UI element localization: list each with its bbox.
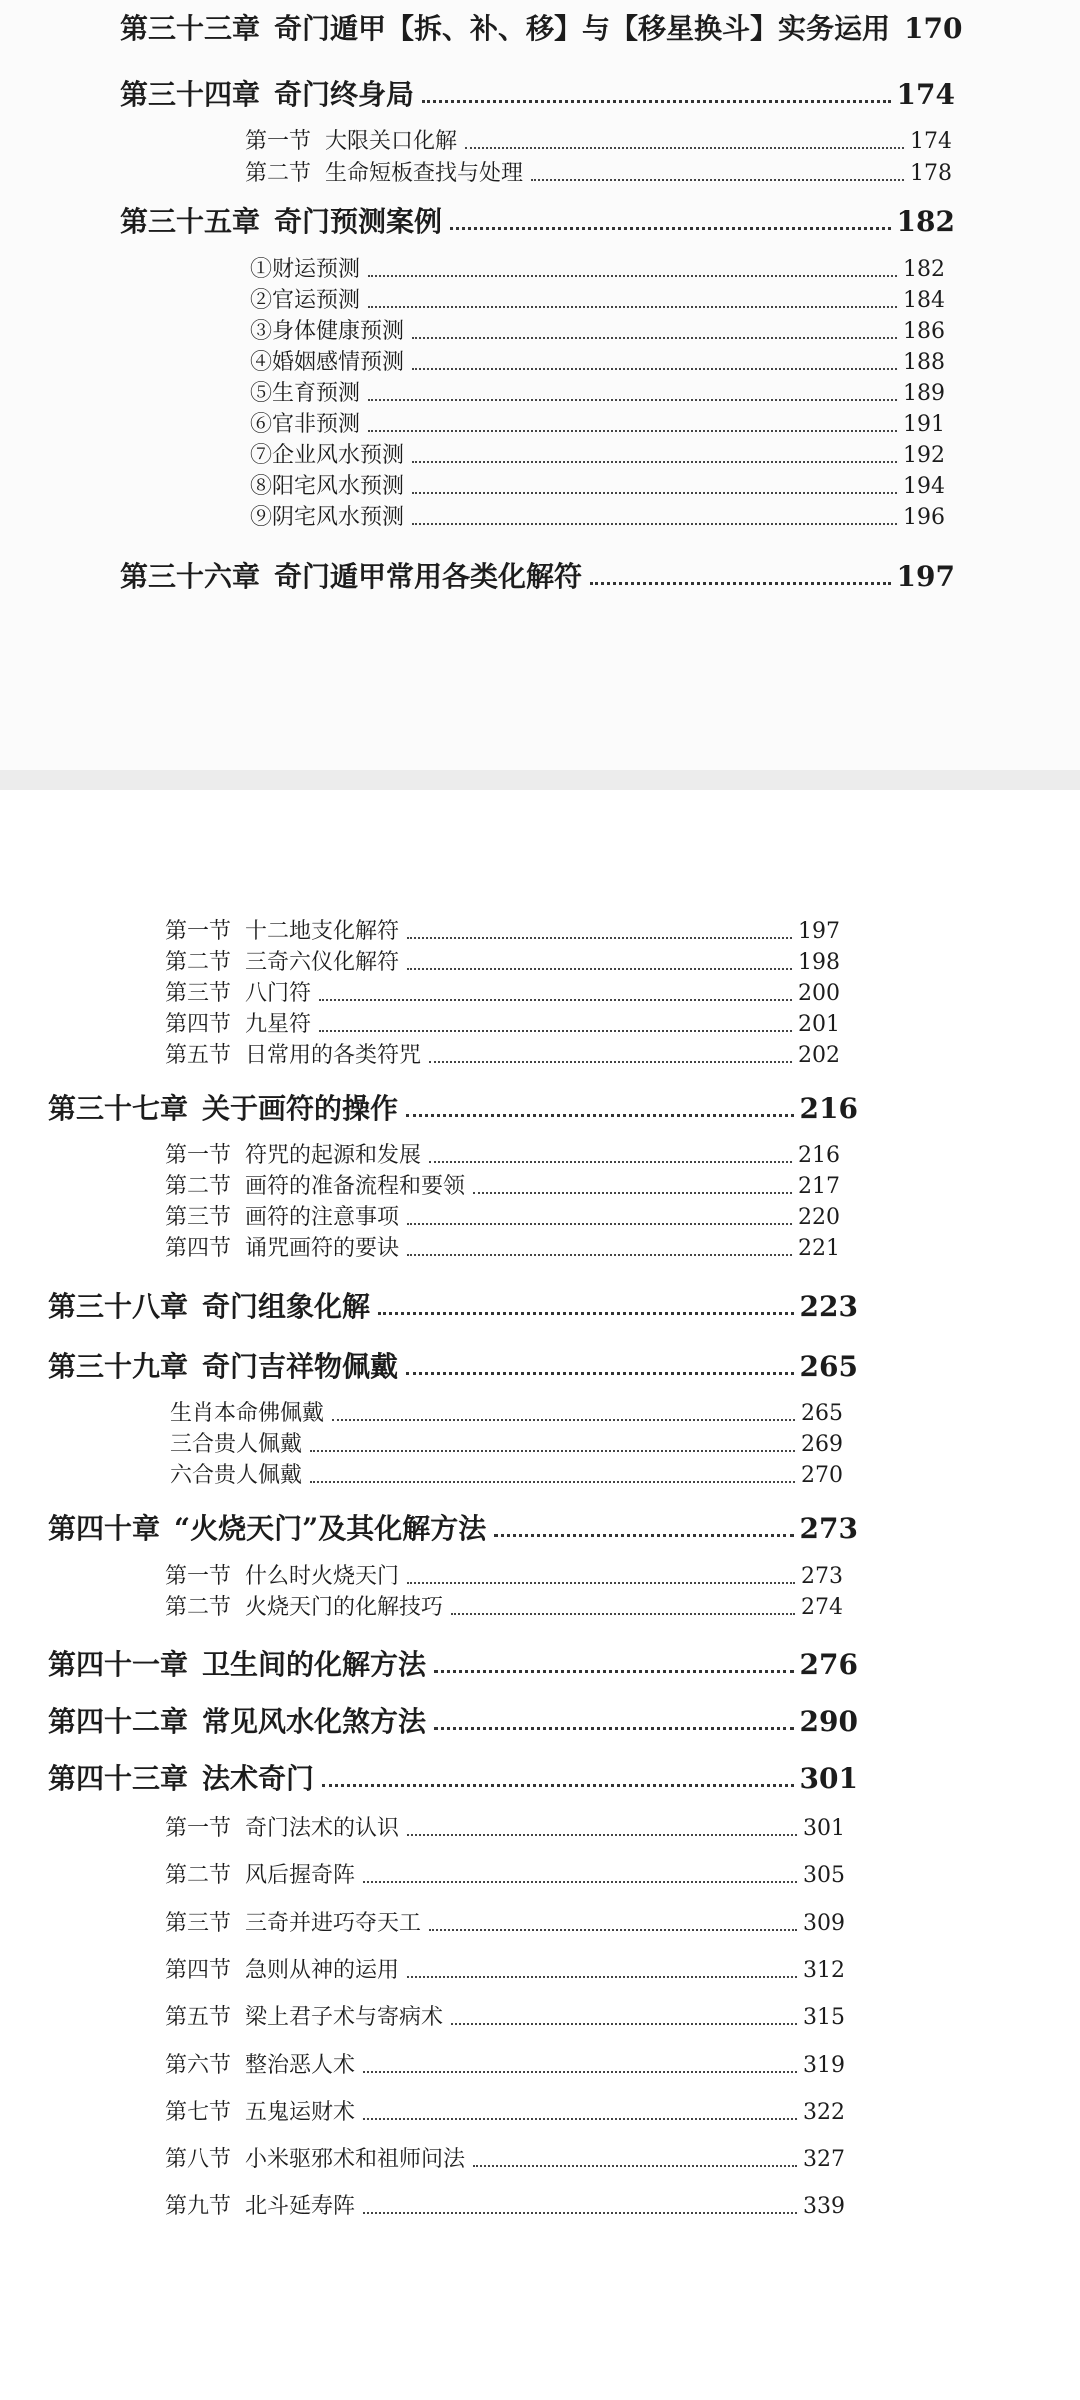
toc-page-number: 312 — [803, 1958, 845, 1983]
toc-section — [245, 160, 952, 188]
toc-entry-title: 奇门预测案例 — [274, 205, 443, 238]
dot-leader — [412, 491, 897, 494]
toc-entry-title: ⑨阴宅风水预测 — [250, 505, 405, 530]
toc-entry-label — [48, 1512, 486, 1546]
toc-section — [165, 1862, 845, 1890]
toc-chapter — [48, 1350, 858, 1384]
toc-page-number: 197 — [896, 560, 955, 593]
toc-chapter — [48, 1705, 858, 1739]
toc-entry-title: 八门符 — [245, 981, 312, 1006]
toc-entry-number: 第三十五章 — [120, 205, 261, 238]
toc-entry-label — [165, 949, 399, 977]
toc-page-number: 305 — [803, 1863, 845, 1888]
dot-leader — [368, 274, 897, 277]
toc-section — [165, 1563, 843, 1591]
toc-page-number: 339 — [803, 2194, 845, 2219]
toc-item — [170, 1431, 843, 1459]
toc-entry-label — [48, 1350, 398, 1384]
toc-section — [165, 2099, 845, 2127]
toc-page-number: 290 — [799, 1705, 858, 1738]
toc-page-number: 274 — [801, 1595, 843, 1620]
toc-entry-label — [120, 560, 582, 594]
dot-leader — [412, 522, 897, 525]
toc-page-number: 265 — [799, 1350, 858, 1383]
toc-page-number: 188 — [903, 350, 945, 375]
toc-entry-label — [250, 256, 360, 284]
toc-chapter — [48, 1762, 858, 1796]
dot-leader — [407, 1253, 792, 1256]
toc-entry-title: 奇门组象化解 — [202, 1290, 371, 1323]
toc-entry-number: 第三节 — [165, 1205, 232, 1230]
toc-section — [165, 949, 840, 977]
dot-leader — [429, 1160, 792, 1163]
toc-entry-label — [48, 1648, 426, 1682]
toc-entry-title: 三奇六仪化解符 — [245, 950, 400, 975]
dot-leader — [378, 1311, 794, 1315]
toc-page-number: 319 — [803, 2053, 845, 2078]
dot-leader — [407, 1581, 795, 1584]
toc-entry-label — [165, 1042, 421, 1070]
dot-leader — [310, 1449, 795, 1452]
toc-page-number: 327 — [803, 2147, 845, 2172]
toc-page-number: 196 — [903, 505, 945, 530]
toc-section — [165, 980, 840, 1008]
toc-page-number: 178 — [910, 161, 952, 186]
toc-entry-label — [48, 1290, 370, 1324]
toc-entry-label — [250, 411, 360, 439]
dot-leader — [494, 1533, 793, 1537]
toc-entry-number: 第四十章 — [48, 1512, 161, 1545]
toc-entry-title: 三合贵人佩戴 — [170, 1432, 303, 1457]
toc-entry-number: 第三十七章 — [48, 1092, 189, 1125]
toc-entry-number: 第四十三章 — [48, 1762, 189, 1795]
toc-entry-label — [165, 2004, 443, 2032]
toc-page-number: 189 — [903, 381, 945, 406]
toc-chapter — [48, 1648, 858, 1682]
toc-page-number: 265 — [801, 1401, 843, 1426]
toc-entry-label — [170, 1431, 302, 1459]
toc-page-number: 217 — [798, 1174, 840, 1199]
toc-entry-title: 关于画符的操作 — [202, 1092, 399, 1125]
toc-page-number: 276 — [799, 1648, 858, 1681]
toc-entry-label — [250, 473, 404, 501]
toc-page-number: 198 — [798, 950, 840, 975]
page-divider — [0, 770, 1080, 790]
toc-entry-number: 第九节 — [165, 2194, 232, 2219]
dot-leader — [412, 460, 897, 463]
toc-entry-number: 第四节 — [165, 1236, 232, 1261]
toc-entry-number: 第五节 — [165, 1043, 232, 1068]
toc-entry-title: 生命短板查找与处理 — [325, 161, 524, 186]
toc-entry-title: 奇门吉祥物佩戴 — [202, 1350, 399, 1383]
toc-page-number: 201 — [798, 1012, 840, 1037]
toc-entry-number: 第二节 — [165, 1863, 232, 1888]
toc-section — [165, 1910, 845, 1938]
toc-entry-title: 什么时火烧天门 — [245, 1564, 400, 1589]
toc-item — [250, 411, 945, 439]
toc-page-number: 301 — [803, 1816, 845, 1841]
toc-entry-title: 符咒的起源和发展 — [245, 1143, 422, 1168]
toc-entry-title: 大限关口化解 — [325, 129, 458, 154]
toc-entry-number: 第二节 — [165, 1595, 232, 1620]
toc-entry-title: “火烧天门”及其化解方法 — [174, 1512, 487, 1545]
toc-entry-title: 法术奇门 — [202, 1762, 315, 1795]
dot-leader — [363, 2070, 797, 2073]
toc-entry-number: 第八节 — [165, 2147, 232, 2172]
toc-entry-label — [165, 1204, 399, 1232]
toc-section — [165, 2052, 845, 2080]
dot-leader — [406, 1371, 794, 1375]
toc-page-number: 301 — [799, 1762, 858, 1795]
dot-leader — [368, 305, 897, 308]
toc-page-number: 273 — [799, 1512, 858, 1545]
dot-leader — [590, 581, 891, 585]
toc-chapter — [48, 1290, 858, 1324]
dot-leader — [407, 967, 792, 970]
toc-entry-title: 九星符 — [245, 1012, 312, 1037]
toc-page-number: 182 — [896, 205, 955, 238]
dot-leader — [363, 2117, 797, 2120]
toc-entry-title: ⑦企业风水预测 — [250, 443, 405, 468]
toc-item — [250, 349, 945, 377]
toc-page-number: 309 — [803, 1911, 845, 1936]
toc-entry-number: 第三十九章 — [48, 1350, 189, 1383]
toc-item — [250, 380, 945, 408]
toc-entry-label — [165, 980, 311, 1008]
toc-page-number: 184 — [903, 288, 945, 313]
toc-entry-label — [165, 1563, 399, 1591]
toc-page-2 — [0, 790, 1080, 2400]
toc-entry-title: ⑧阳宅风水预测 — [250, 474, 405, 499]
toc-section — [165, 2004, 845, 2032]
toc-entry-label — [250, 442, 404, 470]
dot-leader — [434, 1669, 794, 1673]
toc-section — [165, 1235, 840, 1263]
toc-section — [165, 1594, 843, 1622]
toc-page-number: 216 — [798, 1143, 840, 1168]
toc-page-number: 220 — [798, 1205, 840, 1230]
toc-entry-number: 第二节 — [165, 950, 232, 975]
toc-entry-label — [245, 128, 457, 156]
toc-entry-label — [245, 160, 523, 188]
toc-entry-label — [48, 1092, 398, 1126]
toc-page-number: 270 — [801, 1463, 843, 1488]
dot-leader — [368, 398, 897, 401]
toc-entry-number: 第四十一章 — [48, 1648, 189, 1681]
toc-item — [170, 1400, 843, 1428]
toc-entry-title: 六合贵人佩戴 — [170, 1463, 303, 1488]
toc-entry-title: ⑤生育预测 — [250, 381, 361, 406]
toc-entry-number: 第四十二章 — [48, 1705, 189, 1738]
dot-leader — [473, 1191, 792, 1194]
dot-leader — [407, 1833, 797, 1836]
toc-section — [245, 128, 952, 156]
dot-leader — [407, 936, 792, 939]
toc-entry-title: 五鬼运财术 — [245, 2100, 356, 2125]
toc-entry-title: 急则从神的运用 — [245, 1958, 400, 1983]
toc-entry-label — [165, 2146, 465, 2174]
toc-entry-number: 第四节 — [165, 1958, 232, 1983]
dot-leader — [322, 1783, 794, 1787]
toc-entry-title: 梁上君子术与寄病术 — [245, 2005, 444, 2030]
toc-entry-number: 第一节 — [165, 919, 232, 944]
toc-item — [250, 318, 945, 346]
toc-entry-title: 风后握奇阵 — [245, 1863, 356, 1888]
toc-entry-title: 诵咒画符的要诀 — [245, 1236, 400, 1261]
toc-entry-title: 三奇并进巧夺天工 — [245, 1911, 422, 1936]
toc-section — [165, 2146, 845, 2174]
toc-entry-number: 第三节 — [165, 1911, 232, 1936]
toc-entry-label — [165, 1235, 399, 1263]
toc-entry-number: 第一节 — [165, 1564, 232, 1589]
dot-leader — [368, 429, 897, 432]
dot-leader — [531, 178, 904, 181]
toc-entry-title: ④婚姻感情预测 — [250, 350, 405, 375]
dot-leader — [451, 1612, 795, 1615]
toc-entry-label — [165, 1862, 355, 1890]
toc-section — [165, 918, 840, 946]
toc-page-number: 223 — [799, 1290, 858, 1323]
toc-chapter — [48, 1512, 858, 1546]
dot-leader — [450, 226, 891, 230]
toc-page-1 — [0, 0, 1080, 770]
toc-entry-title: 日常用的各类符咒 — [245, 1043, 422, 1068]
toc-entry-number: 第二节 — [165, 1174, 232, 1199]
toc-page-number: 194 — [903, 474, 945, 499]
toc-page-number: 186 — [903, 319, 945, 344]
dot-leader — [319, 1029, 792, 1032]
toc-section — [165, 1011, 840, 1039]
toc-item — [170, 1462, 843, 1490]
toc-item — [250, 442, 945, 470]
toc-page-number: 200 — [798, 981, 840, 1006]
dot-leader — [434, 1726, 794, 1730]
toc-section — [165, 1173, 840, 1201]
toc-entry-number: 第三十四章 — [120, 78, 261, 111]
toc-entry-label — [165, 2193, 355, 2221]
toc-entry-label — [165, 1142, 421, 1170]
toc-item — [250, 287, 945, 315]
toc-item — [250, 256, 945, 284]
toc-entry-label — [48, 1762, 314, 1796]
dot-leader — [406, 1113, 794, 1117]
toc-page-number: 197 — [798, 919, 840, 944]
toc-entry-label — [170, 1400, 324, 1428]
toc-entry-title: 十二地支化解符 — [245, 919, 400, 944]
toc-page-number: 174 — [896, 78, 955, 111]
toc-page-number: 273 — [801, 1564, 843, 1589]
toc-section — [165, 1204, 840, 1232]
toc-entry-number: 第一节 — [245, 129, 312, 154]
toc-entry-number: 第一节 — [165, 1143, 232, 1168]
toc-entry-label — [165, 1011, 311, 1039]
toc-chapter — [120, 560, 955, 594]
toc-entry-number: 第三节 — [165, 981, 232, 1006]
toc-entry-label — [165, 1910, 421, 1938]
toc-page-number: 191 — [903, 412, 945, 437]
toc-entry-title: ⑥官非预测 — [250, 412, 361, 437]
toc-entry-label — [250, 287, 360, 315]
toc-chapter — [120, 78, 955, 112]
toc-page-number: 216 — [799, 1092, 858, 1125]
toc-entry-label — [165, 918, 399, 946]
toc-entry-number: 第一节 — [165, 1816, 232, 1841]
toc-page-number: 174 — [910, 129, 952, 154]
toc-entry-number: 第三十八章 — [48, 1290, 189, 1323]
dot-leader — [310, 1480, 795, 1483]
dot-leader — [465, 146, 904, 149]
dot-leader — [412, 367, 897, 370]
toc-entry-number: 第三十三章 — [120, 12, 261, 45]
toc-entry-label — [165, 1594, 443, 1622]
toc-page-number: 221 — [798, 1236, 840, 1261]
toc-entry-label — [165, 2099, 355, 2127]
dot-leader — [319, 998, 792, 1001]
toc-entry-title: 奇门遁甲【拆、补、移】与【移星换斗】实务运用 — [274, 12, 891, 45]
toc-page-number: 182 — [903, 257, 945, 282]
toc-entry-label — [250, 380, 360, 408]
toc-entry-label — [250, 318, 404, 346]
toc-page-number: 315 — [803, 2005, 845, 2030]
toc-entry-label — [165, 1815, 399, 1843]
toc-page-number: 170 — [904, 12, 963, 45]
toc-page-number: 269 — [801, 1432, 843, 1457]
toc-entry-title: 奇门终身局 — [274, 78, 415, 111]
dot-leader — [451, 2022, 797, 2025]
toc-entry-label — [165, 1957, 399, 1985]
toc-section — [165, 2193, 845, 2221]
toc-item — [250, 473, 945, 501]
toc-entry-title: 小米驱邪术和祖师问法 — [245, 2147, 466, 2172]
toc-entry-number: 第六节 — [165, 2053, 232, 2078]
dot-leader — [363, 1880, 797, 1883]
dot-leader — [429, 1060, 792, 1063]
toc-page-number: 192 — [903, 443, 945, 468]
toc-section — [165, 1142, 840, 1170]
toc-entry-label — [165, 2052, 355, 2080]
toc-entry-number: 第二节 — [245, 161, 312, 186]
dot-leader — [422, 99, 891, 103]
dot-leader — [429, 1928, 797, 1931]
toc-entry-title: ②官运预测 — [250, 288, 361, 313]
dot-leader — [407, 1975, 797, 1978]
toc-entry-label — [170, 1462, 302, 1490]
toc-entry-title: 整治恶人术 — [245, 2053, 356, 2078]
toc-entry-title: 卫生间的化解方法 — [202, 1648, 427, 1681]
toc-page-number: 322 — [803, 2100, 845, 2125]
toc-entry-title: 奇门遁甲常用各类化解符 — [274, 560, 583, 593]
toc-entry-label — [48, 1705, 426, 1739]
toc-entry-title: 生肖本命佛佩戴 — [170, 1401, 325, 1426]
toc-entry-title: ①财运预测 — [250, 257, 361, 282]
toc-chapter — [120, 12, 963, 46]
toc-entry-title: ③身体健康预测 — [250, 319, 405, 344]
toc-section — [165, 1815, 845, 1843]
dot-leader — [407, 1222, 792, 1225]
toc-chapter — [48, 1092, 858, 1126]
toc-entry-label — [120, 205, 442, 239]
toc-chapter — [120, 205, 955, 239]
toc-entry-title: 画符的注意事项 — [245, 1205, 400, 1230]
toc-entry-label — [250, 504, 404, 532]
toc-entry-number: 第三十六章 — [120, 560, 261, 593]
toc-entry-number: 第五节 — [165, 2005, 232, 2030]
toc-entry-number: 第四节 — [165, 1012, 232, 1037]
dot-leader — [363, 2211, 797, 2214]
toc-section — [165, 1042, 840, 1070]
toc-entry-title: 火烧天门的化解技巧 — [245, 1595, 444, 1620]
toc-item — [250, 504, 945, 532]
dot-leader — [332, 1418, 795, 1421]
toc-entry-title: 常见风水化煞方法 — [202, 1705, 427, 1738]
dot-leader — [412, 336, 897, 339]
toc-entry-title: 画符的准备流程和要领 — [245, 1174, 466, 1199]
toc-entry-label — [250, 349, 404, 377]
toc-section — [165, 1957, 845, 1985]
toc-entry-number: 第七节 — [165, 2100, 232, 2125]
toc-page-number: 202 — [798, 1043, 840, 1068]
toc-entry-label — [165, 1173, 465, 1201]
toc-entry-label — [120, 12, 890, 46]
toc-entry-title: 北斗延寿阵 — [245, 2194, 356, 2219]
toc-entry-title: 奇门法术的认识 — [245, 1816, 400, 1841]
dot-leader — [473, 2164, 797, 2167]
toc-entry-label — [120, 78, 414, 112]
